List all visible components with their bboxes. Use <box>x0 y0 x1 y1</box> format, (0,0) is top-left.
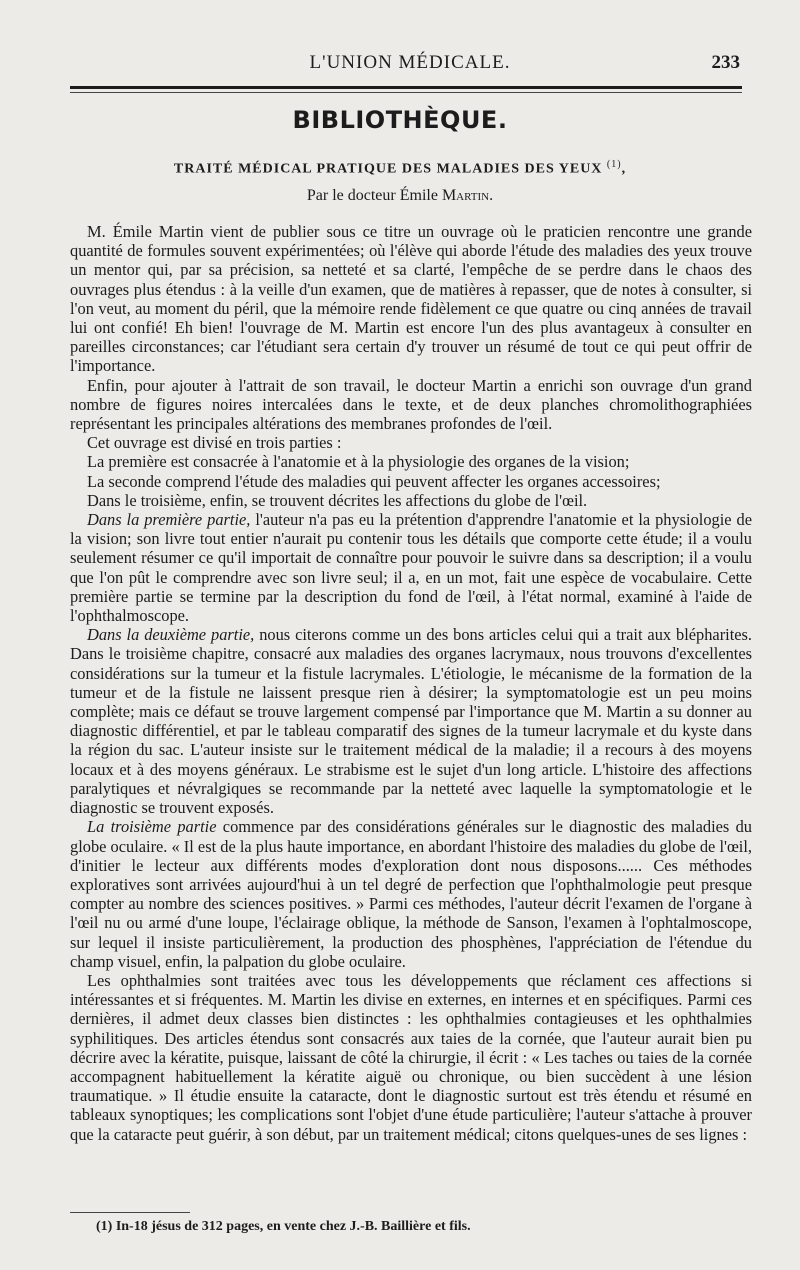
footnote-rule <box>70 1212 190 1213</box>
paragraph-text: La seconde comprend l'étude des maladies qui peuvent affecter les organes accessoires; <box>87 471 661 491</box>
paragraph <box>70 376 752 434</box>
byline-prefix: Par le docteur Émile <box>306 187 438 204</box>
paragraph <box>70 817 752 971</box>
paragraph-text: l'auteur n'a pas eu la prétention d'apprendre l'anatomie et la physiologie de la vision; son livre tout entier n'aurait pu contenir tous les détails que comporte cette étude; il a voulu seulement résumer ce qu'il importait de connaître pour pouvoir le suivre dans sa description; il a voulu que l'on pût le comprendre avec son livre seul; il a, en un mot, fait une espèce de vocabulaire. Cette première partie se termine par la description du fond de l'œil, à l'état normal, examiné à l'aide de l'ophthalmoscope. <box>70 510 752 626</box>
page-number: 233 <box>711 52 740 73</box>
paragraph <box>70 625 752 817</box>
paragraph-text: Les ophthalmies sont traitées avec tous les développements que réclament ces affections si intéressantes et si fréquentes. M. Martin les divise en externes, en internes et en spécifiques. Parmi ces dernières, il admet deux classes bien distinctes : les ophthalmies contagieuses et les ophthalmies syphilitiques. Des articles étendus sont consacrés aux taies de la cornée, que l'auteur aurait bien pu décrire avec la kératite, puisque, laissant de côté la chirurgie, il écrit : « Les taches ou taies de la cornée accompagnent habituellement la kératite aiguë ou chronique, ou bien succèdent à une lésion traumatique. » Il étudie ensuite la cataracte, dont le diagnostic surtout est très étendu et résumé en tableaux synoptiques; les complications sont l'objet d'une étude particulière; l'auteur s'attache à prouver que la cataracte peut guérir, à son début, par un traitement médical; citons quelques-unes de ses lignes : <box>70 970 752 1144</box>
paragraph-lead: La troisième partie <box>87 817 217 837</box>
paragraph-text: M. Émile Martin vient de publier sous ce titre un ouvrage où le praticien rencontre une grande quantité de formules souvent expérimentées; où l'élève qui aborde l'étude des maladies des yeux trouve un mentor qui, par sa précision, sa netteté et sa clarté, l'empêche de se perdre dans le chaos des ouvrages plus étendus : à la veille d'un examen, que de matières à repasser, que de notes à consulter, si l'on veut, au moment du péril, que la mémoire rende fidèlement ce que quatre ou cinq années de travail lui ont confié! Eh bien! l'ouvrage de M. Martin est encore l'un des plus avantageux à consulter en pareilles circonstances; car l'étudiant sera certain d'y trouver un résumé de tout ce qui peut offrir de l'importance. <box>70 222 752 376</box>
book-title-suffix: , <box>621 161 627 177</box>
paragraph <box>70 472 752 491</box>
paragraph-text: nous citerons comme un des bons articles celui qui a trait aux blépharites. Dans le troisième chapitre, consacré aux maladies des organes lacrymaux, nous trouvons d'excellentes considérations sur la tumeur et la fistule lacrymales. L'étiologie, le mécanisme de la formation de la tumeur et de la fistule ne laissent presque rien à désirer; la symptomatologie est un peu moins complète; mais ce défaut se trouve largement compensé par l'importance que M. Martin a su donner au diagnostic différentiel, et par le tableau comparatif des signes de la tumeur lacrymale et du kyste dans la région du sac. L'auteur insiste sur le traitement médical de la maladie; il a recours à des moyens locaux et à des moyens généraux. Le strabisme est le sujet d'un long article. L'histoire des affections paralytiques et névralgiques se recommande par la netteté avec laquelle la symptomatologie et le diagnostic se trouvent exposés. <box>70 625 753 818</box>
paragraph <box>70 452 752 471</box>
paragraph-text: Enfin, pour ajouter à l'attrait de son travail, le docteur Martin a enrichi son ouvrage d'un grand nombre de figures noires intercalées dans le texte, et de deux planches chromolithographiées représentant les principales altérations des membranes profondes de l'œil. <box>70 375 752 434</box>
running-header <box>70 52 750 82</box>
paragraph <box>70 222 752 376</box>
section-title: BIBLIOTHÈQUE. <box>292 106 508 134</box>
paragraph-text: commence par des considérations générales sur le diagnostic des maladies du globe oculaire. « Il est de la plus haute importance, en abordant l'histoire des maladies du globe de l'œil, d'initier le lecteur aux différents modes d'exploration dont nous disposons...... Ces méthodes exploratives sont arrivées aujourd'hui à un tel degré de perfection que l'ophthalmologie peut presque compter au nombre des sciences positives. » Parmi ces méthodes, l'auteur décrit l'examen de l'organe à l'œil nu ou armé d'une loupe, l'éclairage oblique, la méthode de Sanson, l'examen à l'ophtalmoscope, sur lequel il insiste particulièrement, la production des phosphènes, l'appréciation de l'étendue du champ visuel, enfin, la palpation du globe oculaire. <box>70 817 752 971</box>
article-body <box>70 222 752 1144</box>
paragraph <box>70 491 752 510</box>
paragraph-lead: Dans la première partie, <box>87 510 251 530</box>
paragraph <box>70 510 752 625</box>
footnote: (1) In-18 jésus de 312 pages, en vente chez J.-B. Baillière et fils. <box>96 1219 471 1234</box>
book-title-text: TRAITÉ MÉDICAL PRATIQUE DES MALADIES DES YEUX <box>173 161 603 177</box>
paragraph-text: La première est consacrée à l'anatomie et à la physiologie des organes de la vision; <box>87 452 630 472</box>
footnote-marker: (1) <box>606 159 622 170</box>
header-rule-thin <box>70 92 742 93</box>
byline <box>0 187 800 205</box>
byline-author: Martin <box>441 187 490 204</box>
paragraph-text: Dans le troisième, enfin, se trouvent décrites les affections du globe de l'œil. <box>87 490 588 510</box>
paragraph <box>70 433 752 452</box>
journal-title: L'UNION MÉDICALE. <box>309 52 511 73</box>
paragraph <box>70 971 752 1144</box>
header-rule-thick <box>70 86 742 89</box>
paragraph-lead: Dans la deuxième partie, <box>87 625 255 645</box>
book-title <box>0 159 800 178</box>
byline-suffix: . <box>489 187 494 204</box>
paragraph-text: Cet ouvrage est divisé en trois parties : <box>87 433 342 453</box>
